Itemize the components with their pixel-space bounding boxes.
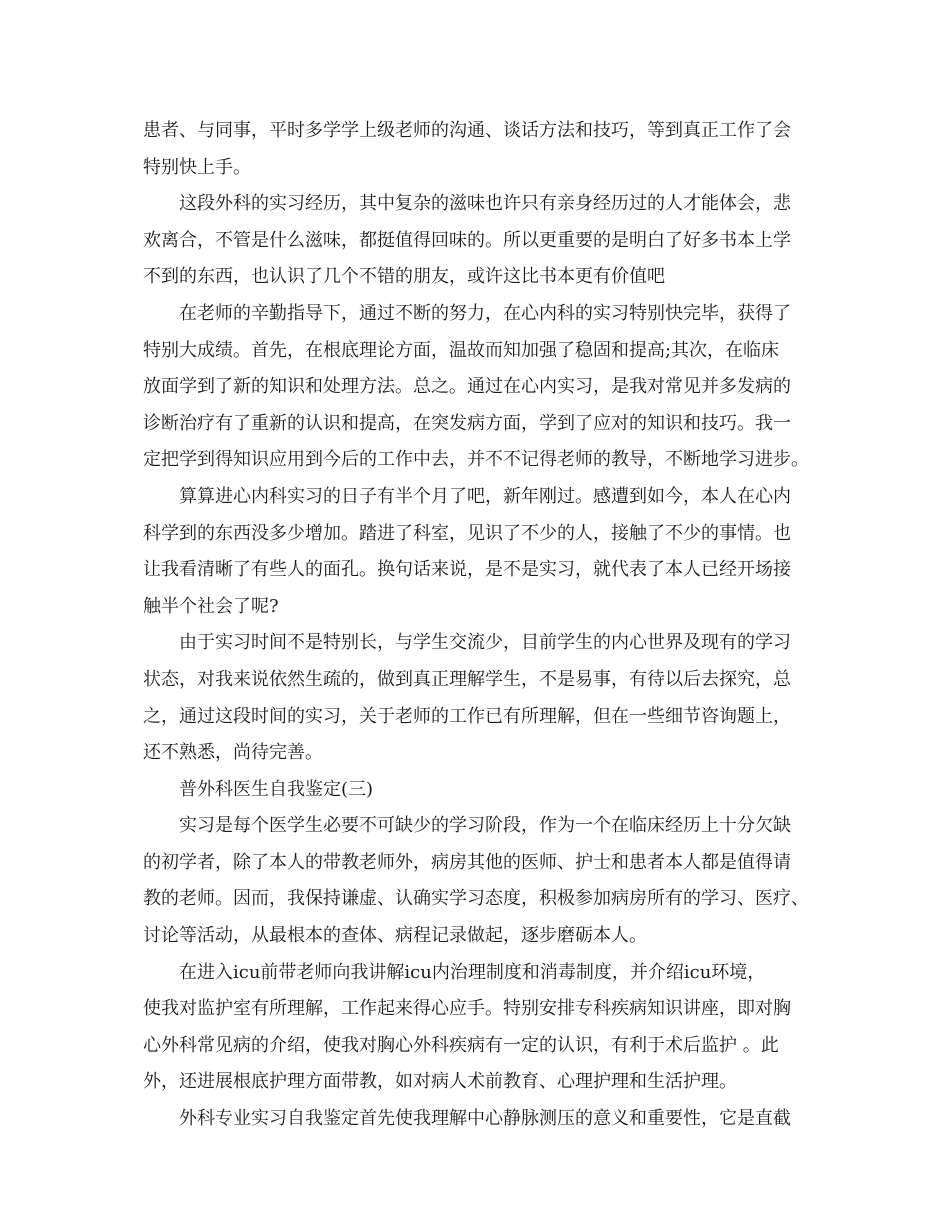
text-line: 触半个社会了呢? <box>143 595 279 617</box>
text-line: 欢离合，不管是什么滋味，都挺值得回味的。所以更重要的是明白了好多书本上学 <box>143 229 791 251</box>
text-line: 的初学者，除了本人的带教老师外，病房其他的医师、护士和患者本人都是值得请 <box>143 851 791 873</box>
text-line: 外，还进展根底护理方面带教，如对病人术前教育、心理护理和生活护理。 <box>143 1071 737 1093</box>
text-line: 定把学到得知识应用到今后的工作中去，并不不记得老师的教导，不断地学习进步。 <box>143 449 809 471</box>
text-line: 还不熟悉，尚待完善。 <box>143 742 323 764</box>
text-line: 心外科常见病的介绍，使我对胸心外科疾病有一定的认识，有利于术后监护 。此 <box>143 1034 779 1056</box>
text-line: 患者、与同事，平时多学学上级老师的沟通、谈话方法和技巧，等到真正工作了会 <box>143 120 791 141</box>
text-line: 在老师的辛勤指导下，通过不断的努力，在心内科的实习特别快完毕，获得了 <box>179 302 791 324</box>
text-line: 在进入icu前带老师向我讲解icu内治理制度和消毒制度，并介绍icu环境， <box>179 961 766 983</box>
section-heading: 普外科医生自我鉴定(三) <box>179 778 374 800</box>
text-line: 使我对监护室有所理解，工作起来得心应手。特别安排专科疾病知识讲座，即对胸 <box>143 998 791 1020</box>
text-line: 特别大成绩。首先，在根底理论方面，温故而知加强了稳固和提高;其次，在临床 <box>143 339 780 361</box>
document-body <box>143 113 823 1138</box>
text-line: 由于实习时间不是特别长，与学生交流少，目前学生的内心世界及现有的学习 <box>179 632 791 654</box>
text-line: 放面学到了新的知识和处理方法。总之。通过在心内实习，是我对常见并多发病的 <box>143 376 791 398</box>
text-line: 之，通过这段时间的实习，关于老师的工作已有所理解，但在一些细节咨询题上， <box>143 705 791 727</box>
text-line: 外科专业实习自我鉴定首先使我理解中心静脉测压的意义和重要性，它是直截 <box>179 1108 791 1130</box>
text-line: 不到的东西，也认识了几个不错的朋友，或许这比书本更有价值吧 <box>143 266 665 288</box>
text-line: 讨论等活动，从最根本的查体、病程记录做起，逐步磨砺本人。 <box>143 925 647 947</box>
text-line: 算算进心内科实习的日子有半个月了吧，新年刚过。感遭到如今，本人在心内 <box>179 485 791 507</box>
text-line: 状态，对我来说依然生疏的，做到真正理解学生，不是易事，有待以后去探究，总 <box>143 668 791 690</box>
text-line: 让我看清晰了有些人的面孔。换句话来说，是不是实习，就代表了本人已经开场接 <box>143 559 791 581</box>
text-line: 科学到的东西没多少增加。踏进了科室，见识了不少的人，接触了不少的事情。也 <box>143 522 791 544</box>
text-line: 实习是每个医学生必要不可缺少的学习阶段，作为一个在临床经历上十分欠缺 <box>179 815 791 837</box>
text-line: 诊断治疗有了重新的认识和提高，在突发病方面，学到了应对的知识和技巧。我一 <box>143 412 791 434</box>
text-line: 教的老师。因而，我保持谦虚、认确实学习态度，积极参加病房所有的学习、医疗、 <box>143 888 809 910</box>
text-line: 这段外科的实习经历，其中复杂的滋味也许只有亲身经历过的人才能体会，悲 <box>179 193 791 215</box>
text-line: 特别快上手。 <box>143 156 251 178</box>
